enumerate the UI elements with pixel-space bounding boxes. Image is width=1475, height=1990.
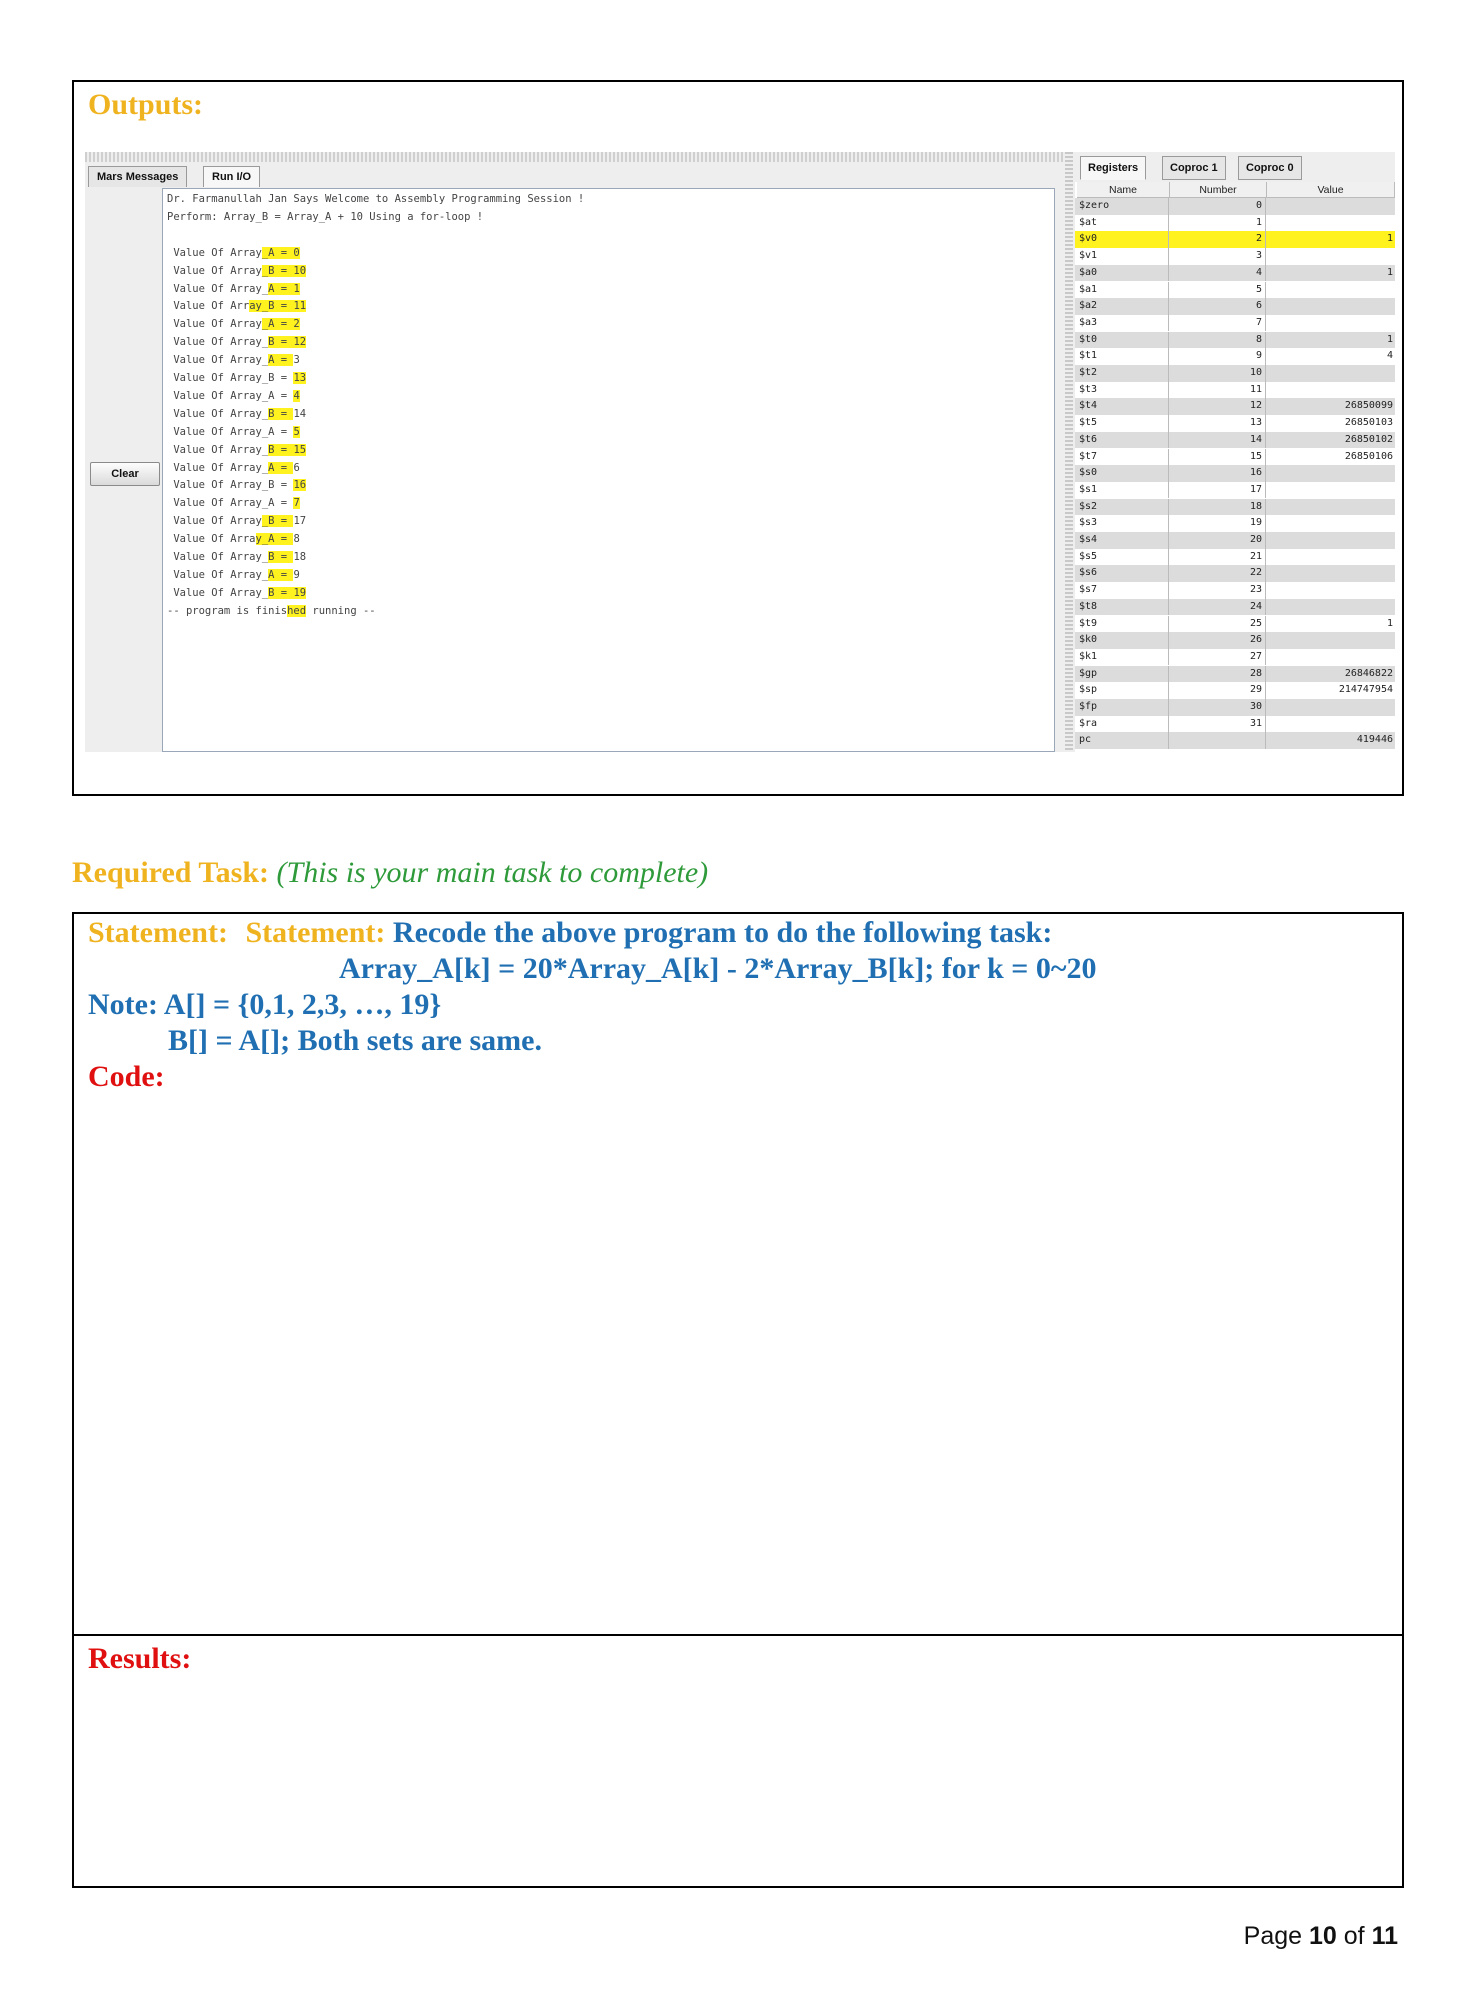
page-middle: of: [1336, 1922, 1372, 1950]
register-number: 3: [1170, 248, 1266, 265]
page-current: 10: [1309, 1922, 1337, 1950]
statement-formula: Array_A[k] = 20*Array_A[k] - 2*Array_B[k]; for k = 0~20: [339, 952, 1097, 985]
register-number: 21: [1170, 549, 1266, 566]
register-number: 15: [1170, 449, 1266, 466]
register-number: 24: [1170, 599, 1266, 616]
results-label: Results:: [88, 1642, 192, 1675]
console-text: Value Of Arra: [167, 533, 256, 546]
register-value: [1267, 699, 1395, 716]
console-highlight: B =: [268, 407, 294, 420]
register-row[interactable]: [1075, 532, 1395, 549]
console-highlight: hed: [287, 604, 307, 617]
register-number: 7: [1170, 315, 1266, 332]
page-prefix: Page: [1243, 1922, 1309, 1950]
note-label: Note:: [88, 988, 158, 1021]
console-text: Value Of Array_: [167, 551, 269, 563]
console-line: [167, 246, 300, 261]
register-name: $zero: [1077, 198, 1169, 215]
register-row[interactable]: [1075, 699, 1395, 716]
note-line-1: [88, 988, 441, 1022]
console-highlight: 7: [293, 497, 300, 510]
outputs-heading: Outputs:: [88, 88, 204, 121]
console-highlight: 5: [293, 425, 300, 438]
tab-mars-messages[interactable]: Mars Messages: [88, 166, 187, 187]
register-value: [1267, 315, 1395, 332]
console-line: [167, 425, 300, 440]
register-number: 6: [1170, 298, 1266, 315]
console-text: Value Of Array_: [167, 586, 269, 599]
register-name: $t2: [1077, 365, 1169, 382]
pane-splitter[interactable]: [1065, 152, 1073, 752]
console-line: [167, 192, 584, 207]
register-number: 11: [1170, 382, 1266, 399]
register-number: 29: [1170, 682, 1266, 699]
console-highlight: 13: [293, 372, 307, 384]
register-number: 1: [1170, 215, 1266, 232]
console-text: 3: [293, 354, 300, 367]
register-number: 27: [1170, 649, 1266, 666]
console-line: [167, 389, 300, 404]
register-row[interactable]: [1075, 215, 1395, 232]
register-number: 0: [1170, 198, 1266, 215]
registers-table: [1075, 182, 1395, 752]
register-number: 12: [1170, 398, 1266, 415]
console-line: [167, 514, 306, 529]
register-number: 20: [1170, 532, 1266, 549]
register-name: $t8: [1077, 599, 1169, 616]
column-header-value[interactable]: Value: [1267, 182, 1395, 198]
console-highlight: _B = 10: [261, 264, 307, 277]
register-number: 30: [1170, 699, 1266, 716]
register-number: 19: [1170, 515, 1266, 532]
console-text: Value Of Array: [167, 318, 262, 331]
console-highlight: B = 12: [268, 336, 307, 349]
register-value: 1: [1386, 333, 1393, 345]
register-name: $t1: [1077, 348, 1169, 365]
console-text: Value Of Array: [167, 515, 262, 528]
register-row[interactable]: [1075, 432, 1395, 449]
register-row[interactable]: [1075, 465, 1395, 482]
register-value: [1267, 198, 1395, 215]
console-highlight: ay_B = 11: [249, 300, 307, 313]
console-text: 8: [293, 533, 300, 546]
register-name: $at: [1077, 215, 1169, 232]
register-row[interactable]: [1075, 716, 1395, 733]
register-row[interactable]: [1075, 365, 1395, 382]
page-total: 11: [1371, 1922, 1398, 1950]
register-name: $a2: [1077, 298, 1169, 315]
register-number: 5: [1170, 282, 1266, 299]
register-value: [1267, 599, 1395, 616]
register-value: [1267, 482, 1395, 499]
register-value: 26850102: [1344, 433, 1393, 445]
console-highlight: A = 1: [268, 282, 300, 295]
register-name: $v0: [1077, 231, 1169, 248]
console-line: [167, 371, 306, 386]
register-number: 23: [1170, 582, 1266, 599]
statement-text: Recode the above program to do the following task:: [392, 916, 1053, 949]
register-name: $a3: [1077, 315, 1169, 332]
register-row[interactable]: [1075, 632, 1395, 649]
console-text: Value Of Array_B =: [167, 479, 294, 492]
console-text: Value Of Array_: [167, 461, 269, 474]
register-row[interactable]: [1075, 265, 1395, 282]
console-highlight: _A = 2: [261, 318, 300, 331]
register-name: $t7: [1077, 449, 1169, 466]
tab-coproc-1[interactable]: Coproc 1: [1162, 156, 1226, 180]
console-text: Value Of Array_A =: [167, 497, 294, 510]
console-line: [167, 550, 306, 565]
note-line-2: B[] = A[]; Both sets are same.: [168, 1024, 542, 1057]
console-highlight: B = 15: [268, 443, 307, 456]
console-line: [167, 299, 306, 314]
console-text: Value Of Array: [167, 264, 262, 277]
register-name: $s7: [1077, 582, 1169, 599]
register-value: [1267, 215, 1395, 232]
tab-registers[interactable]: Registers: [1080, 156, 1146, 180]
register-number: 2: [1170, 231, 1266, 248]
register-number: 13: [1170, 415, 1266, 432]
register-value: [1267, 465, 1395, 482]
register-name: $t0: [1077, 332, 1169, 349]
console-text: -- program is finis: [167, 604, 288, 617]
register-number: 9: [1170, 348, 1266, 365]
register-value: 1: [1386, 266, 1393, 278]
register-name: $gp: [1077, 666, 1169, 683]
register-name: $s6: [1077, 565, 1169, 582]
console-text: Value Of Array_: [167, 568, 269, 581]
register-row[interactable]: [1075, 332, 1395, 349]
code-label: Code:: [88, 1060, 165, 1093]
register-name: $t6: [1077, 432, 1169, 449]
register-value: [1267, 649, 1395, 666]
register-value: [1267, 248, 1395, 265]
console-line: [167, 461, 300, 476]
console-text: Value Of Array_A =: [167, 425, 294, 438]
register-row[interactable]: [1075, 616, 1395, 633]
register-name: $s5: [1077, 549, 1169, 566]
console-text: Value Of Array_B =: [167, 372, 294, 384]
register-row[interactable]: [1075, 599, 1395, 616]
register-value: [1267, 298, 1395, 315]
console-highlight: y_A =: [255, 533, 294, 546]
register-name: $k0: [1077, 632, 1169, 649]
register-row[interactable]: [1075, 682, 1395, 699]
console-line: [167, 532, 300, 547]
register-row[interactable]: [1075, 649, 1395, 666]
console-line: [167, 478, 306, 493]
register-value: 26850106: [1344, 450, 1393, 462]
register-value: [1267, 499, 1395, 516]
register-value: [1267, 282, 1395, 299]
register-value: [1267, 582, 1395, 599]
console-line: [167, 496, 300, 511]
console-text: 18: [293, 551, 307, 563]
console-text: 9: [293, 568, 300, 581]
register-row[interactable]: [1075, 398, 1395, 415]
register-row[interactable]: [1075, 282, 1395, 299]
note-a-values: A[] = {0,1, 2,3, …, 19}: [163, 988, 442, 1021]
register-name: $t9: [1077, 616, 1169, 633]
register-row[interactable]: [1075, 315, 1395, 332]
console-text: 14: [293, 407, 307, 420]
register-name: $ra: [1077, 716, 1169, 733]
register-row[interactable]: [1075, 499, 1395, 516]
register-name: $t4: [1077, 398, 1169, 415]
register-row[interactable]: [1075, 415, 1395, 432]
register-name: $v1: [1077, 248, 1169, 265]
register-value: [1267, 365, 1395, 382]
register-value: [1267, 549, 1395, 566]
console-text: running --: [306, 604, 376, 617]
register-number: 25: [1170, 616, 1266, 633]
register-number: 8: [1170, 332, 1266, 349]
console-text: Perform: Array_B = Array_A + 10 Using a for-loop !: [167, 210, 484, 223]
register-value: 1: [1386, 233, 1393, 245]
console-highlight: A =: [268, 461, 294, 474]
register-name: $sp: [1077, 682, 1169, 699]
console-text: Value Of Arr: [167, 300, 250, 313]
register-name: $s1: [1077, 482, 1169, 499]
register-row[interactable]: [1075, 449, 1395, 466]
register-number: 14: [1170, 432, 1266, 449]
register-value: [1267, 716, 1395, 733]
register-row[interactable]: [1075, 666, 1395, 683]
console-line: [167, 317, 300, 332]
register-number: 18: [1170, 499, 1266, 516]
console-text: 6: [293, 461, 300, 474]
console-text: Value Of Array_: [167, 407, 269, 420]
register-name: $s3: [1077, 515, 1169, 532]
register-value: 419446: [1356, 734, 1393, 746]
register-row[interactable]: [1075, 565, 1395, 582]
console-highlight: _B =: [261, 515, 294, 528]
register-name: $a1: [1077, 282, 1169, 299]
console-text: Value Of Array_: [167, 336, 269, 349]
register-row[interactable]: [1075, 515, 1395, 532]
console-line: [167, 443, 306, 458]
tab-run-io[interactable]: Run I/O: [203, 166, 260, 187]
register-row[interactable]: [1075, 198, 1395, 215]
required-task-note: (This is your main task to complete): [276, 856, 709, 889]
console-line: [167, 210, 483, 225]
register-number: [1170, 732, 1266, 749]
console-text: Value Of Array: [167, 246, 262, 259]
register-name: $s4: [1077, 532, 1169, 549]
register-number: 31: [1170, 716, 1266, 733]
mars-screenshot: [85, 152, 1395, 752]
statement-box: [72, 912, 1404, 1636]
console-text: Value Of Array_: [167, 282, 269, 295]
register-number: 16: [1170, 465, 1266, 482]
console-highlight: A =: [268, 568, 294, 581]
page-number: [1244, 1922, 1398, 1951]
results-box: [72, 1634, 1404, 1888]
register-value: [1267, 532, 1395, 549]
statement-line: [88, 916, 1052, 950]
register-name: $a0: [1077, 265, 1169, 282]
register-name: $k1: [1077, 649, 1169, 666]
register-value: [1267, 382, 1395, 399]
console-line: [167, 586, 306, 601]
register-number: 17: [1170, 482, 1266, 499]
register-number: 22: [1170, 565, 1266, 582]
console-highlight: B = 19: [268, 586, 307, 599]
register-name: $s2: [1077, 499, 1169, 516]
register-row[interactable]: [1075, 582, 1395, 599]
register-name: pc: [1077, 732, 1169, 749]
console-highlight: _A = 0: [261, 246, 300, 259]
console-line: [167, 264, 306, 279]
console-line: [167, 282, 300, 297]
register-row[interactable]: [1075, 482, 1395, 499]
console-line: [167, 407, 306, 422]
register-row[interactable]: [1075, 248, 1395, 265]
console-line: [167, 568, 300, 583]
console-text: Value Of Array_: [167, 443, 269, 456]
register-number: 28: [1170, 666, 1266, 683]
register-value: [1267, 632, 1395, 649]
register-value: [1267, 565, 1395, 582]
register-number: 10: [1170, 365, 1266, 382]
console-highlight: 4: [293, 389, 300, 402]
run-io-console[interactable]: [162, 188, 1055, 752]
drag-handle[interactable]: [85, 152, 1063, 162]
statement-label: Statement:: [88, 916, 228, 949]
clear-button[interactable]: Clear: [90, 462, 160, 486]
register-value: 4: [1386, 350, 1393, 362]
required-task-label: Required Task:: [72, 856, 270, 889]
register-row[interactable]: [1075, 231, 1395, 248]
console-text: 17: [293, 515, 307, 528]
register-value: 26850099: [1344, 400, 1393, 412]
register-value: 1: [1386, 617, 1393, 629]
console-text: Dr. Farmanullah Jan Says Welcome to Assembly Programming Session !: [167, 193, 585, 205]
required-task-heading: [72, 856, 708, 890]
register-name: $fp: [1077, 699, 1169, 716]
register-value: 26850103: [1344, 417, 1393, 429]
console-text: Value Of Array_: [167, 354, 269, 367]
register-number: 4: [1170, 265, 1266, 282]
tab-coproc-0[interactable]: Coproc 0: [1238, 156, 1302, 180]
console-line: [167, 353, 300, 368]
register-name: $t3: [1077, 382, 1169, 399]
register-name: $s0: [1077, 465, 1169, 482]
register-value: [1267, 515, 1395, 532]
statement-label-repeat: Statement:: [245, 916, 386, 949]
register-value: 214747954: [1338, 684, 1393, 696]
register-row[interactable]: [1075, 732, 1395, 749]
register-value: 26846822: [1344, 667, 1393, 679]
register-row[interactable]: [1075, 298, 1395, 315]
register-row[interactable]: [1075, 549, 1395, 566]
console-highlight: A =: [268, 354, 294, 367]
console-line: [167, 604, 376, 619]
console-text: Value Of Array_A =: [167, 389, 294, 402]
register-row[interactable]: [1075, 348, 1395, 365]
register-row[interactable]: [1075, 382, 1395, 399]
column-header-name[interactable]: Name: [1077, 182, 1170, 198]
console-highlight: B =: [268, 551, 294, 563]
console-line: [167, 335, 306, 350]
column-header-number[interactable]: Number: [1170, 182, 1267, 198]
register-number: 26: [1170, 632, 1266, 649]
console-highlight: 16: [293, 479, 307, 492]
register-name: $t5: [1077, 415, 1169, 432]
